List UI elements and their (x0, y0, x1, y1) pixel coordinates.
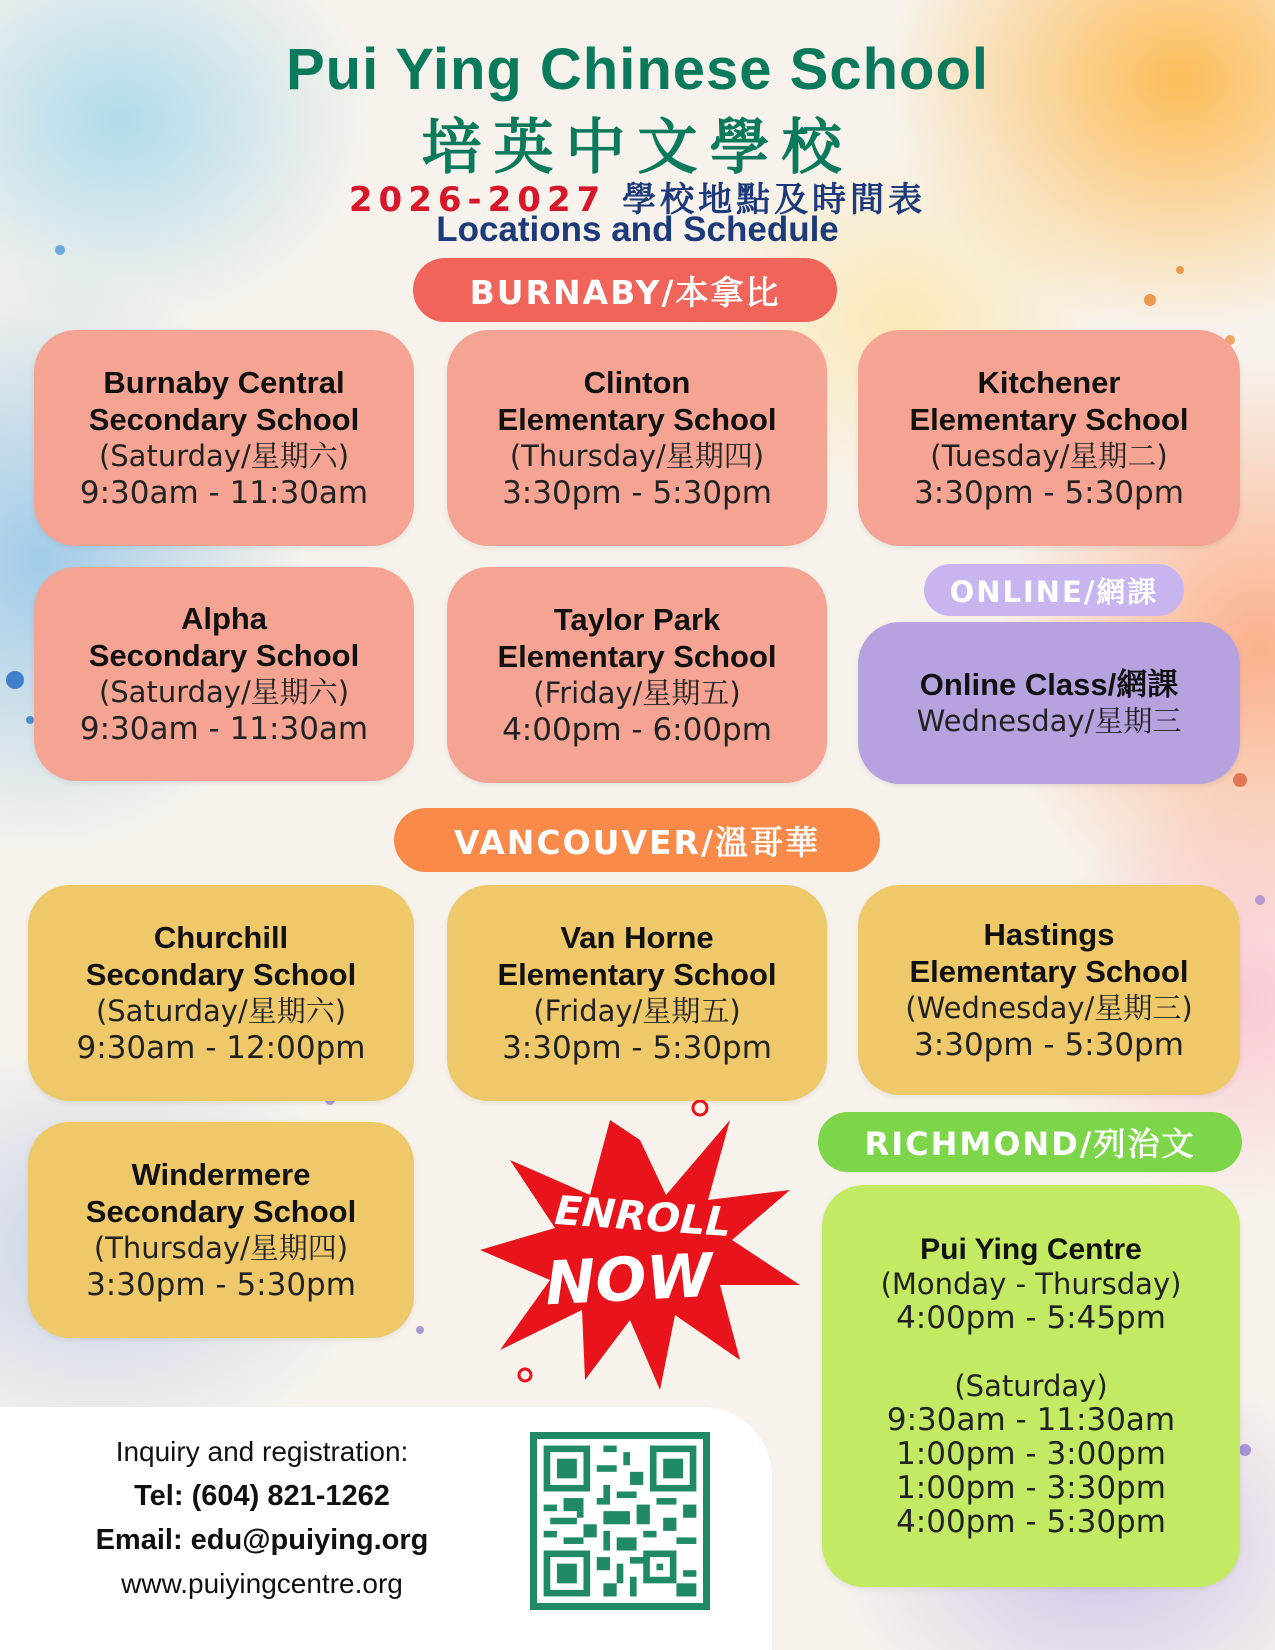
qr-code[interactable] (530, 1432, 710, 1610)
class-time: 4:00pm - 6:00pm (502, 712, 772, 748)
enroll-text: ENROLL (553, 1187, 733, 1247)
school-type: Secondary School (85, 957, 357, 992)
class-day: (Friday/星期五) (533, 676, 741, 710)
school-type: Elementary School (909, 954, 1189, 989)
school-type: Elementary School (497, 402, 777, 437)
school-name: Burnaby Central (103, 365, 345, 400)
school-card-burnaby-central (34, 330, 414, 546)
weekend-days: (Saturday) (954, 1369, 1108, 1403)
class-day: (Friday/星期五) (533, 994, 741, 1028)
region-richmond-label: RICHMOND/列治文 (818, 1112, 1242, 1172)
school-year: 2026-2027 (348, 180, 607, 220)
online-class-name: Online Class/網課 (919, 667, 1179, 702)
weekend-time-2: 1:00pm - 3:00pm (896, 1436, 1166, 1472)
telephone[interactable]: Tel: (604) 821-1262 (134, 1480, 390, 1512)
class-time: 9:30am - 11:30am (79, 475, 369, 511)
online-class-card (858, 622, 1240, 784)
school-card-taylor-park (447, 567, 827, 783)
email-address[interactable]: Email: edu@puiying.org (95, 1524, 429, 1556)
weekend-time-4: 4:00pm - 5:30pm (896, 1504, 1166, 1540)
online-class-day: Wednesday/星期三 (916, 704, 1182, 738)
contact-info (2, 1430, 522, 1606)
class-time: 3:30pm - 5:30pm (914, 475, 1184, 511)
class-day: (Thursday/星期四) (93, 1231, 349, 1265)
school-card-kitchener (858, 330, 1240, 546)
weekend-time-1: 9:30am - 11:30am (886, 1402, 1176, 1438)
school-name: Taylor Park (553, 602, 721, 637)
website-link[interactable]: www.puiyingcentre.org (121, 1568, 403, 1599)
inquiry-label: Inquiry and registration: (115, 1436, 409, 1467)
class-day: (Thursday/星期四) (509, 439, 765, 473)
school-type: Elementary School (497, 957, 777, 992)
richmond-centre-card (822, 1185, 1240, 1587)
school-type: Elementary School (909, 402, 1189, 437)
now-text: NOW (543, 1240, 715, 1320)
class-time: 9:30am - 12:00pm (76, 1030, 366, 1066)
class-time: 3:30pm - 5:30pm (502, 1030, 772, 1066)
class-day: (Wednesday/星期三) (905, 991, 1193, 1025)
school-card-van-horne (447, 885, 827, 1101)
weekday-days: (Monday - Thursday) (880, 1267, 1182, 1301)
school-type: Elementary School (497, 639, 777, 674)
school-card-alpha (34, 567, 414, 781)
region-online-label: ONLINE/網課 (924, 564, 1184, 616)
school-card-hastings (858, 885, 1240, 1095)
school-name: Hastings (983, 917, 1115, 952)
school-card-churchill (28, 885, 414, 1101)
class-time: 9:30am - 11:30am (79, 711, 369, 747)
class-time: 3:30pm - 5:30pm (914, 1027, 1184, 1063)
school-type: Secondary School (85, 1194, 357, 1229)
school-name: Kitchener (977, 365, 1121, 400)
centre-name: Pui Ying Centre (920, 1233, 1142, 1266)
enroll-now-burst (470, 1100, 810, 1400)
class-day: (Saturday/星期六) (98, 675, 350, 709)
school-name: Alpha (180, 601, 268, 636)
school-name: Windermere (131, 1157, 311, 1192)
class-day: (Saturday/星期六) (98, 439, 350, 473)
class-time: 3:30pm - 5:30pm (502, 475, 772, 511)
schedule-subtitle-english: Locations and Schedule (436, 210, 839, 249)
school-title-chinese: 培英中文學校 (421, 113, 854, 183)
school-card-clinton (447, 330, 827, 546)
schedule-subtitle-chinese: 學校地點及時間表 (622, 180, 927, 220)
class-day: (Saturday/星期六) (95, 994, 347, 1028)
school-type: Secondary School (88, 402, 360, 437)
weekend-time-3: 1:00pm - 3:30pm (896, 1470, 1166, 1506)
school-name: Van Horne (560, 920, 714, 955)
school-title: Pui Ying Chinese School (286, 37, 989, 102)
region-burnaby-label: BURNABY/本拿比 (413, 258, 837, 322)
school-name: Churchill (153, 920, 289, 955)
class-day: (Tuesday/星期二) (930, 439, 1168, 473)
school-card-windermere (28, 1122, 414, 1338)
weekday-time: 4:00pm - 5:45pm (896, 1300, 1166, 1336)
school-name: Clinton (583, 365, 691, 400)
school-type: Secondary School (88, 638, 360, 673)
class-time: 3:30pm - 5:30pm (86, 1267, 356, 1303)
region-vancouver-label: VANCOUVER/溫哥華 (394, 808, 880, 872)
